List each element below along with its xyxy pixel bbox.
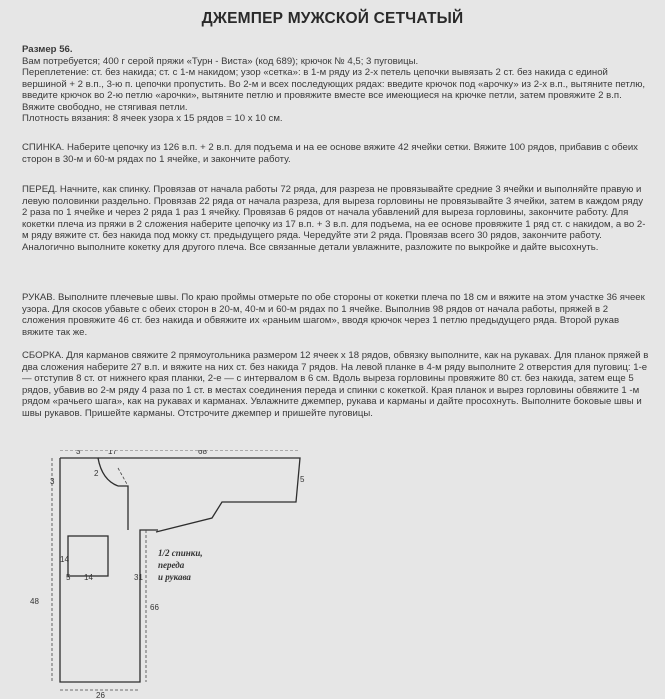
dim-label-3-top: 3: [76, 450, 81, 456]
dim-label-26: 26: [96, 691, 105, 699]
section-sleeve: РУКАВ. Выполните плечевые швы. По краю проймы отмерьте по обе стороны от кокетки плеча по 18 см и вяжите на этом участке 36 ячеек узора. Для скосов убавьте с обеих сторон в 20-м, 40-м и 60-м рядах по 1 ячейке. Выполнив 98 рядов от начала работы, пряжей в 2 сложения провяжите 46 ст. без накида и обвяжите их «раньим шагом», вводя крючок через 1 петлю предыдущего ряда. Второй рукав вяжите так же.: [22, 292, 645, 338]
size-line: Размер 56.: [22, 44, 73, 55]
section-assembly: СБОРКА. Для карманов свяжите 2 прямоугольника размером 12 ячеек x 18 рядов, обвязку выполните, как на рукавах. Для планок пряжей в два сложения наберите 27 в.п. и вяжите на них ст. без накида 7 рядов. На левой планке в 4-м ряду выполните 2 отверстия для пуговиц: 1-е — отступив 8 ст. от нижнего края планки, 2-е — с интервалом в 6 см. Вдоль выреза горловины провяжите 80 ст. без накида, затем еще 5 рядов, убавив во 2-м ряду 4 раза по 1 ст. в местах соединения переда и спинки с кокеткой. Края планок и вырез горловины обвяжите 1 -м рядом «рачьего шага», как на рукавах и карманах. Увлажните джемпер, рукава и карманы и дайте просохнуть. Выполните боковые швы и швы рукавов. Пришейте карманы. Отстрочите джемпер и пришейте пуговицы.: [22, 350, 649, 419]
section-front: ПЕРЕД. Начните, как спинку. Провязав от начала работы 72 ряда, для разреза не провязывайте средние 3 ячейки и выполняйте правую и левую половинки раздельно. Провязав 22 ряда от начала разреза, для выреза горловины не провязывайте 3 ячейки, затем в каждом ряду 2 раза по 1 ячейке и через 2 ряда 1 раз 1 ячейку. Провязав 6 рядов от начала убавлений для выреза горловины, закончите работу. Для кокетки плеча из пряжи в 2 сложения наберите цепочку из 17 в.п. + 3 в.п. для подъема, на ее основе провяжите 1 ряд ст. с накидом, а во 2-м ряду вяжите ст. без накида под мокку ст. предыдущего ряда. Чередуйте эти 2 ряда. Провязав всего 30 рядов, закончите работу. Аналогично выполните кокетку для другого плеча. Все связанные детали увлажните, разложите по выкройке и дайте высохнуть.: [22, 184, 646, 253]
dim-label-48: 48: [30, 597, 39, 606]
section-back: СПИНКА. Наберите цепочку из 126 в.п. + 2 в.п. для подъема и на ее основе вяжите 42 ячейки сетки. Вяжите 100 рядов, прибавив с обеих сторон в 30-м и 60-м рядах по 1 ячейке, и закончите работу.: [22, 142, 638, 165]
diagram-caption-line-1: 1/2 спинки,: [158, 548, 203, 558]
intro-block: [22, 44, 650, 125]
dim-label-66: 66: [150, 603, 159, 612]
dimension-lines: [52, 450, 300, 690]
dim-label-5: 5: [300, 475, 305, 484]
dim-label-14-pocket-width: 14: [84, 573, 93, 582]
density-line: Плотность вязания: 8 ячеек узора x 15 рядов = 10 x 10 см.: [22, 113, 283, 124]
dim-label-5-pocket: 5: [66, 573, 71, 582]
diagram-caption-line-3: и рукава: [158, 572, 191, 582]
dim-label-2: 2: [94, 469, 99, 478]
diagram-caption-line-2: переда: [158, 560, 185, 570]
pattern-description: Переплетение: ст. без накида; ст. с 1-м накидом; узор «сетка»: в 1-м ряду из 2-х петель цепочки вывязать 2 ст. без накида с единой вершиной + 2 в.п., 3-ю п. цепочки пропустить. Во 2-м и всех последующих рядах: введите крючок под «арочку» из 2-х в.п., вытяните петлю, введите крючок во 2-ю петлю «арочки», вытяните петлю и провяжите вместе все имеющиеся на крючке петли, затем провяжите 2 в.п. Вяжите свободно, не стягивая петли.: [22, 67, 646, 113]
page-title: ДЖЕМПЕР МУЖСКОЙ СЕТЧАТЫЙ: [201, 10, 464, 27]
dim-label-68: 68: [198, 450, 207, 456]
dim-label-31: 31: [134, 573, 143, 582]
dim-label-3-side: 3: [50, 477, 55, 486]
pattern-outline: [60, 458, 300, 682]
materials-line: Вам потребуется; 400 г серой пряжи «Турн - Виста» (код 689); крючок № 4,5; 3 пуговицы.: [22, 55, 419, 67]
dim-label-14-pocket-height: 14: [60, 555, 69, 564]
pattern-diagram: [0, 450, 665, 699]
dim-label-17: 17: [108, 450, 117, 456]
